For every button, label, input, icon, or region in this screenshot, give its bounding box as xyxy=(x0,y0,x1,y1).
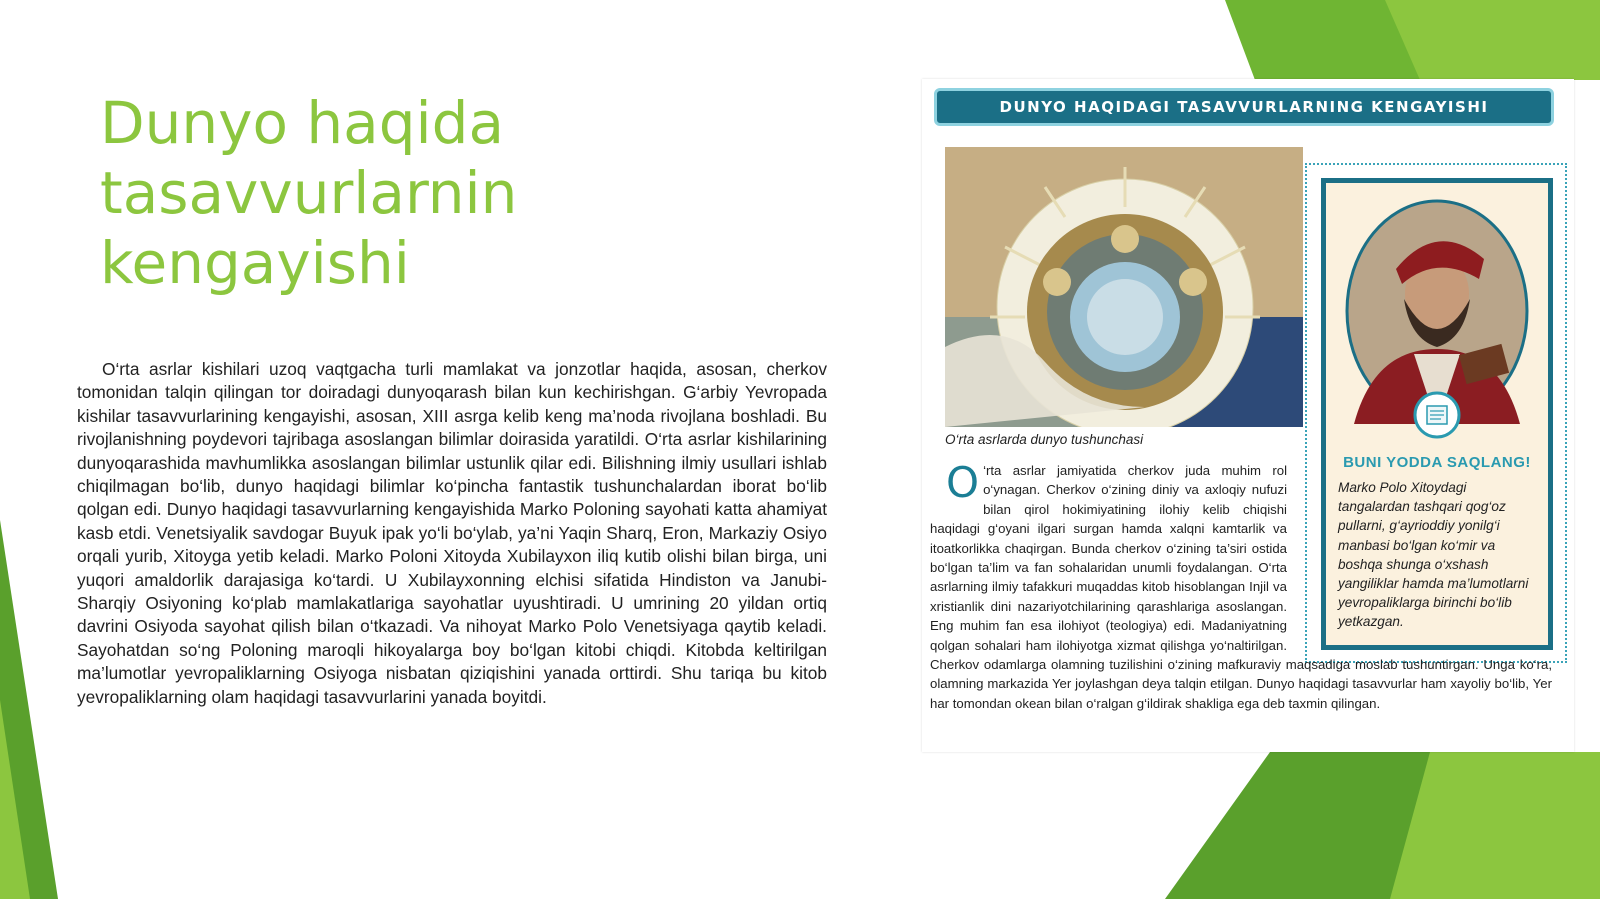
textbook-page xyxy=(922,79,1574,752)
cosmos-illustration xyxy=(945,147,1303,427)
remember-text: Marko Polo Xitoydagi tangalardan tashqari qog‘oz pullarni, g‘ayrioddiy yonilg‘i manbasi bo‘lgan ko‘mir va boshqa shunga o‘xshash yangiliklar hamda ma’lumotlarni yevropaliklarga birinchi bo‘lib yetkazgan. xyxy=(1338,480,1529,630)
book-icon xyxy=(1413,391,1461,439)
slide-title: Dunyo haqida tasavvurlarnin kengayishi xyxy=(100,89,518,297)
slide-paragraph: O‘rta asrlar kishilari uzoq vaqtgacha turli mamlakat va jonzotlar haqida, asosan, cherkov tomonidan talqin qilingan tor doiradagi dunyoqarash bilan kun kechirishgan. G‘arbiy Yevropada kishilar tasavvurlarining kengayishi, asosan, XIII asrga kelib keng ma’noda rivojlana boshladi. Bu rivojlanishning poydevori tajribaga asoslangan bilimlar doirasida yaratildi. O‘rta asrlar kishilarining dunyoqarashida mavhumlikka asoslangan bilimlar ustunlik qilar edi. Bilishning ilmiy usullari ishlab chiqilmagan bo‘lib, dunyo haqidagi bilimlar ko‘pincha fantastik tushunchalardan iborat bo‘lib qolgan edi. Dunyo haqidagi tasavvurlarning kengayishida Marko Poloning sayohati katta ahamiyat kasb etdi. Venetsiyalik savdogar Buyuk ipak yo‘li bo‘ylab, ya’ni Yaqin Sharq, Eron, Markaziy Osiyo orqali yurib, Xitoyga yetib keladi. Marko Poloni Xitoyda Xubilayxon iliq kutib olishi bilan birga, uni yuqori amaldorlik darajasiga ko‘tardi. U Xubilayxonning elchisi sifatida Hindiston va Janubi-Sharqiy Osiyoning ko‘plab mamlakatlariga sayohatlar uyushtiradi. U umrining 20 yildan ortiq davrini Osiyoda sayohat qilish bilan o‘tkazadi. Va nihoyat Marko Polo Venetsiyaga qaytib keladi. Sayohatdan so‘ng Poloning maroqli hikoyalarga boy bo‘lgan kitobi chiqdi. Kitobda keltirilgan ma’lumotlar yevropaliklarning Osiyoga nisbatan qiziqishini yanada orttirdi. Shu tariqa bu kitob yevropaliklarning olam haqidagi tasavvurlarini yanada boyitdi. xyxy=(77,359,827,707)
textbook-body xyxy=(930,458,1552,713)
top-right-light-shape xyxy=(1385,0,1600,80)
remember-title: BUNI YODDA SAQLANG! xyxy=(1343,454,1531,471)
illustration-caption: O‘rta asrlarda dunyo tushunchasi xyxy=(945,432,1144,447)
wrap-spacer xyxy=(1287,461,1552,651)
drop-cap: O xyxy=(946,458,980,507)
textbook-banner: DUNYO HAQIDAGI TASAVVURLARNING KENGAYISHI xyxy=(934,88,1554,126)
textbook-body-text: ‘rta asrlar jamiyatida cherkov juda muhim rol o‘ynagan. Cherkov o‘zining diniy va axloqiy nufuzi bilan qirol hokimiyatining ilohiy kelib chiqishi haqidagi g‘oyani ilgari surgan hamda xalqni kamtarlik va itoatkorlikka chaqirgan. Bunda cherkov o‘zining ta’siri ostida bo‘lgan ta’lim va fan sohalaridan unumli foydalangan. O‘rta asrlarning ilmiy tafakkuri muqaddas kitob hisoblangan Injil va xristianlik dini nazariyotchilarining qarashlariga asoslangan. Eng muhim fan esa ilohiyot (teologiya) edi. Madaniyatning qolgan sohalari ham ilohiyotga xizmat qilishga yo‘naltirilgan. Cherkov odamlarga olamning tuzilishini o‘zining mafkuraviy maqsadiga moslab tushuntirgan. Unga ko‘ra, olamning markazida Yer joylashgan deya talqin etilgan. Dunyo haqidagi tasavvurlar ham xayoliy bo‘lib, Yer har tomondan okean bilan o‘ralgan g‘ildirak shakliga ega deb taxmin qilingan. xyxy=(930,463,1552,711)
